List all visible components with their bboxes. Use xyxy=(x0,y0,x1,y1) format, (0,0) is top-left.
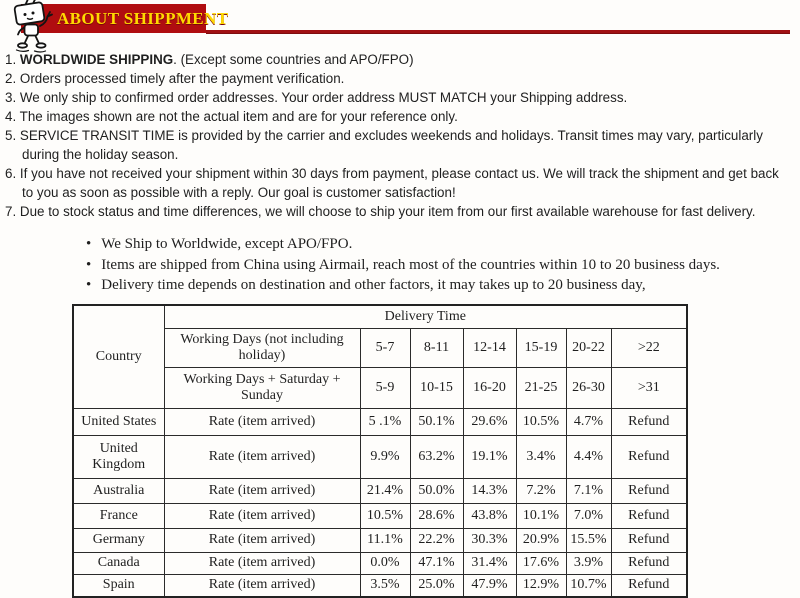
delivery-time-table xyxy=(72,304,688,598)
subheader-cell: 10-15 xyxy=(410,367,463,408)
country-cell: United States xyxy=(73,408,164,435)
note-number: 5. xyxy=(5,128,17,143)
rate-cell: 3.4% xyxy=(516,435,566,478)
rate-cell: 11.1% xyxy=(360,528,410,552)
rate-cell: 21.4% xyxy=(360,478,410,503)
subheader-cell: 20-22 xyxy=(566,328,611,367)
rate-cell: 63.2% xyxy=(410,435,463,478)
subheader-cell: 21-25 xyxy=(516,367,566,408)
rate-cell: 50.1% xyxy=(410,408,463,435)
banner-rule-divider xyxy=(206,30,790,34)
note-text: The images shown are not the actual item and are for your reference only. xyxy=(19,109,458,124)
rate-cell: 30.3% xyxy=(463,528,516,552)
note-number: 1. xyxy=(5,52,17,67)
note-text: We only ship to confirmed order addresses. Your order address MUST MATCH your Shipping address. xyxy=(19,90,628,105)
rate-label-cell: Rate (item arrived) xyxy=(164,528,360,552)
refund-cell: Refund xyxy=(611,552,687,574)
rate-cell: 10.1% xyxy=(516,503,566,528)
rate-cell: 9.9% xyxy=(360,435,410,478)
bullet-item: • Delivery time depends on destination and other factors, it may takes up to 20 business day, xyxy=(86,275,746,296)
subheader-cell: 8-11 xyxy=(410,328,463,367)
rate-cell: 25.0% xyxy=(410,574,463,597)
note-text: Due to stock status and time differences, we will choose to ship your item from our first available warehouse for fast delivery. xyxy=(19,204,756,219)
rate-cell: 4.7% xyxy=(566,408,611,435)
rate-cell: 3.9% xyxy=(566,552,611,574)
country-cell: Australia xyxy=(73,478,164,503)
rate-cell: 10.5% xyxy=(516,408,566,435)
shipping-note xyxy=(5,88,787,107)
refund-cell: Refund xyxy=(611,574,687,597)
refund-cell: Refund xyxy=(611,528,687,552)
rate-cell: 7.0% xyxy=(566,503,611,528)
rate-cell: 3.5% xyxy=(360,574,410,597)
rate-cell: 17.6% xyxy=(516,552,566,574)
subheader-cell: 12-14 xyxy=(463,328,516,367)
rate-cell: 43.8% xyxy=(463,503,516,528)
table-row-united-kingdom xyxy=(73,435,687,478)
rate-cell: 10.7% xyxy=(566,574,611,597)
country-cell: Spain xyxy=(73,574,164,597)
subheader-cell: 16-20 xyxy=(463,367,516,408)
subheader-cell: 26-30 xyxy=(566,367,611,408)
refund-cell: Refund xyxy=(611,435,687,478)
shipping-bullets-list xyxy=(86,234,746,296)
shipping-note xyxy=(5,202,787,221)
table-row-spain xyxy=(73,574,687,597)
subheader-cell: 5-7 xyxy=(360,328,410,367)
country-cell: France xyxy=(73,503,164,528)
rate-cell: 7.2% xyxy=(516,478,566,503)
rate-cell: 15.5% xyxy=(566,528,611,552)
robot-mascot-icon xyxy=(6,0,64,53)
country-cell: Canada xyxy=(73,552,164,574)
country-cell: United Kingdom xyxy=(73,435,164,478)
rate-cell: 10.5% xyxy=(360,503,410,528)
rate-cell: 19.1% xyxy=(463,435,516,478)
refund-cell: Refund xyxy=(611,478,687,503)
rate-cell: 47.1% xyxy=(410,552,463,574)
about-shipment-header xyxy=(0,0,800,46)
rate-label-cell: Rate (item arrived) xyxy=(164,552,360,574)
rate-cell: 7.1% xyxy=(566,478,611,503)
note-number: 6. xyxy=(5,166,17,181)
rate-cell: 31.4% xyxy=(463,552,516,574)
rate-label-cell: Rate (item arrived) xyxy=(164,408,360,435)
refund-cell: Refund xyxy=(611,503,687,528)
note-bold-text: WORLDWIDE SHIPPING xyxy=(19,52,174,67)
rate-cell: 5 .1% xyxy=(360,408,410,435)
refund-cell: Refund xyxy=(611,408,687,435)
note-number: 7. xyxy=(5,204,17,219)
country-cell: Germany xyxy=(73,528,164,552)
note-text: If you have not received your shipment within 30 days from payment, please contact us. We will track the shipment and get back to you as soon as possible with a reply. Our goal is customer satisfaction! xyxy=(19,166,779,200)
table-subheader-row xyxy=(73,328,687,367)
subheader-cell: >22 xyxy=(611,328,687,367)
table-header-country: Country xyxy=(73,305,164,409)
rate-cell: 14.3% xyxy=(463,478,516,503)
shipping-note xyxy=(5,69,787,88)
rate-cell: 29.6% xyxy=(463,408,516,435)
table-row-france xyxy=(73,503,687,528)
rate-cell: 28.6% xyxy=(410,503,463,528)
subheader-cell: 15-19 xyxy=(516,328,566,367)
rate-cell: 47.9% xyxy=(463,574,516,597)
bullet-item: • We Ship to Worldwide, except APO/FPO. xyxy=(86,234,746,255)
bullet-item: • Items are shipped from China using Airmail, reach most of the countries within 10 to 20 business days. xyxy=(86,255,746,276)
table-header-delivery-time: Delivery Time xyxy=(164,305,687,329)
rate-label-cell: Rate (item arrived) xyxy=(164,478,360,503)
rate-label-cell: Rate (item arrived) xyxy=(164,435,360,478)
note-text: SERVICE TRANSIT TIME is provided by the carrier and excludes weekends and holidays. Transit times may vary, particularly during the holiday season. xyxy=(19,128,763,162)
rate-cell: 20.9% xyxy=(516,528,566,552)
table-row-australia xyxy=(73,478,687,503)
rate-label-cell: Rate (item arrived) xyxy=(164,574,360,597)
rate-cell: 0.0% xyxy=(360,552,410,574)
note-number: 4. xyxy=(5,109,17,124)
table-row-united-states xyxy=(73,408,687,435)
shipping-note xyxy=(5,164,787,202)
rate-cell: 4.4% xyxy=(566,435,611,478)
note-text: . (Except some countries and APO/FPO) xyxy=(173,52,414,67)
subheader-cell: >31 xyxy=(611,367,687,408)
rate-cell: 22.2% xyxy=(410,528,463,552)
table-row-canada xyxy=(73,552,687,574)
subheader-cell: 5-9 xyxy=(360,367,410,408)
rate-cell: 50.0% xyxy=(410,478,463,503)
shipping-note xyxy=(5,126,787,164)
shipping-notes-list xyxy=(5,50,787,221)
table-subheader-row xyxy=(73,367,687,408)
page-title: ABOUT SHIPPMENT xyxy=(57,9,229,28)
note-number: 2. xyxy=(5,71,17,86)
rate-label-cell: Rate (item arrived) xyxy=(164,503,360,528)
shipping-note xyxy=(5,50,787,69)
table-row-germany xyxy=(73,528,687,552)
note-text: Orders processed timely after the payment verification. xyxy=(19,71,345,86)
subheader-label: Working Days (not including holiday) xyxy=(164,328,360,367)
subheader-label: Working Days + Saturday + Sunday xyxy=(164,367,360,408)
note-number: 3. xyxy=(5,90,17,105)
shipping-note xyxy=(5,107,787,126)
rate-cell: 12.9% xyxy=(516,574,566,597)
